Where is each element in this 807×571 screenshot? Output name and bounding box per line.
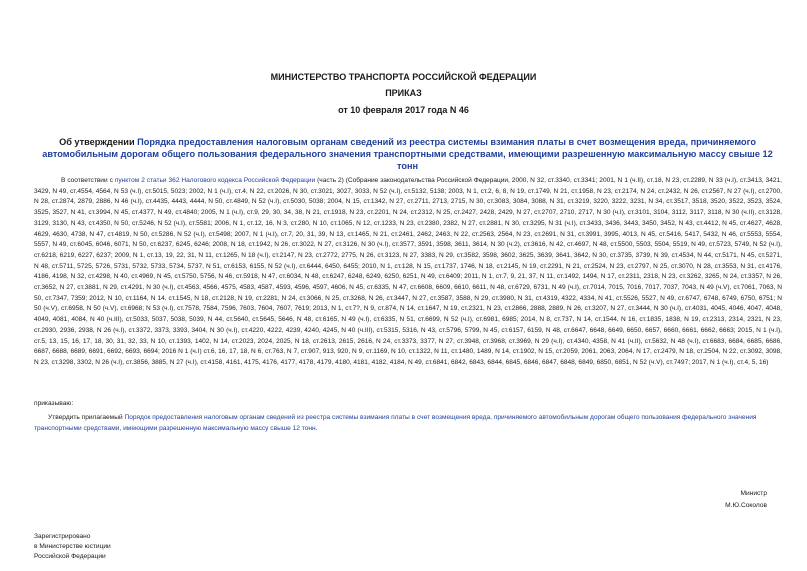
signatory-title: Министр (740, 490, 767, 497)
preamble-citations: (часть 2) (Собрание законодательства Российской Федерации, 2000, N 32, ст.3340, ст.3341; 2001, N 1 (ч.II), ст.18, N 23, ст.2289, N 33 (ч.I), ст.3413, 3421, 3429, N 49, ст.4554, 4564, N 53 (ч.I), ст.5015, 5023; 2002, N 1 (ч.I), ст.4, N 22, ст.2026, N 30, ст.3021, 3027, 3033, N 52 (ч.I), ст.5132, 5138; 2003, N 1, ст.2, 6, 8, N 19, ст.1749, N 21, ст.1958, N 23, ст.2174, N 24, ст.2432, N 26, ст.2567, N 27 (ч.I), ст.2700, N 28, ст.2874, 2879, 2886, N 46 (ч.I), ст.4435, 4443, 4444, N 50, ст.4849, N 52 (ч.I), ст.5030, 5038; 2004, N 15, ст.1342, N 27, ст.2711, 2713, 2715, N 30, ст.3083, 3084, 3088, N 31, ст.3219, 3220, 3222, 3231, N 34, ст.3517, 3518, 3520, 3522, 3523, 3524, 3525, 3527, N 41, ст.3994, N 45, ст.4377, N 49, ст.4840; 2005, N 1 (ч.I), ст.9, 29, 30, 34, 38, N 21, ст.1918, N 23, ст.2201, N 24, ст.2312, N 25, ст.2427, 2428, 2429, N 27, ст.2707, 2710, 2717, N 30 (ч.I), ст.3101, 3104, 3112, 3117, 3118, N 30 (ч.II), ст.3128, 3129, 3130, N 43, ст.4350, N 50, ст.5246, N 52 (ч.I), ст.5581; 2006, N 1, ст.12, 16, N 3, ст.280, N 10, ст.1065, N 12, ст.1233, N 23, ст.2380, 2382, N 27, ст.2881, N 30, ст.3295, N 31 (ч.I), ст.3433, 3436, 3443, 3450, 3452, N 43, ст.4412, N 45, ст.4627, 4628, 4629, 4630, 4738, N 47, ст.4819, N 50, ст.5286, N 52 (ч.I), ст.5498; 2007, N 1 (ч.I), ст.7, 20, 31, 39, N 13, ст.1465, N 21, ст.2461, 2462, 2463, N 22, ст.2563, 2564, N 23, ст.2691, N 31, ст.3991, 3995, 4013, N 45, ст.5416, 5417, 5432, N 46, ст.5553, 5554, 5557, N 49, ст.6045, 6046, 6071, N 50, ст.6237, 6245, 6246; 2008, N 18, ст.1942, N 26, ст.3022, N 27, ст.3126, N 30 (ч.I), ст.3577, 3591, 3598, 3611, 3614, N 30 (ч.2), ст.3616, N 42, ст.4697, N 48, ст.5500, 5503, 5504, 5519, N 49, ст.5723, 5749, N 52 (ч.I), ст.6218, 6219, 6227, 6237; 2009, N 1, ст.13, 19, 22, 31, N 11, ст.1265, N 18 (ч.I), ст.2147, N 23, ст.2772, 2775, N 26, ст.3123, N 27, 3383, N 29, ст.3582, 3598, 3602, 3625, 3639, 3641, 3642, N 30, ст.3735, 3739, N 39, ст.4534, N 44, ст.5171, N 45, ст.5271, N 48, ст.5711, 5725, 5726, 5731, 5732, 5733, 5734, 5737, N 51, ст.6153, 6155, N 52 (ч.I), ст.6444, 6450, 6455; 2010, N 1, ст.128, N 15, ст.1737, 1746, N 18, ст.2145, N 19, ст.2291, N 21, ст.2524, N 23, ст.2797, N 25, ст.3070, N 28, ст.3553, N 31, ст.4176, 4186, 4198, N 32, ст.4298, N 40, ст.4969, N 45, ст.5750, 5756, N 46, ст.5918, N 47, ст.6034, N 48, ст.6247, 6248, 6249, 6250, 6251, N 49, ст.6409; 2011, N 1, ст.7, 9, 21, 37, N 11, ст.1492, 1494, N 17, ст.2311, 2318, N 23, ст.3262, 3265, N 24, ст.3357, N 26, ст.3652, N 27, ст.3881, N 29, ст.4291, N 30 (ч.I), ст.4563, 4566, 4575, 4583, 4587, 4593, 4596, 4597, 4606, N 45, ст.6335, N 47, ст.6608, 6609, 6610, 6611, N 48, ст.6729, 6731, N 49 (ч.I), ст.7014, 7015, 7016, 7017, 7037, 7043, N 49 (ч.V), ст.7061, 7063, N 50, ст.7347, 7359; 2012, N 10, ст.1164, N 14, ст.1545, N 18, ст.2128, N 19, ст.2281, N 24, ст.3066, N 25, ст.3268, N 26, ст.3447, N 27, ст.3587, 3588, N 29, ст.3980, N 31, ст.4319, 4322, 4334, N 41, ст.5526, 5527, N 49, ст.6747, 6748, 6749, 6750, 6751; N 50 (ч.V), ст.6958, N 50 (ч.V), ст.6968; N 53 (ч.I), ст.7578, 7584, 7596, 7603, 7604, 7607, 7619; 2013, N 1, ст.7?, N 9, ст.874, N 14, ст.1647, N 19, ст.2321, N 23, ст.2866, 2888, 2889, N 26, ст.3207, N 27, ст.3444, N 30 (ч.I), ст.4031, 4045, 4046, 4047, 4048, 4049, 4081, 4084, N 40 (ч.III), ст.5033, 5037, 5038, 5039, N 44, ст.5640, ст.5645, 5646, N 48, ст.6165, N 49 (ч.I), ст.6335, N 51, ст.6699, N 52 (ч.I), ст.6981, 6985; 2014, N 8, ст.737, N 14, ст.1544, N 16, ст.1835, 1838, N 19, ст.2313, 2314, 2321, N 23, ст.2930, 2936, 2938, N 26 (ч.I), ст.3372, 3373, 3393, 3404, N 30 (ч.I), ст.4220, 4222, 4239, 4240, 4245, N 40 (ч.III), ст.5315, 5316, N 43, ст.5796, 5799, N 45, ст.6157, 6159, N 48, ст.6647, 6648, 6649, 6650, 6657, 6660, 6661, 6662, 6663; 2015, N 1 (ч.I), ст.5, 13, 15, 16, 17, 18, 30, 31, 32, 33, N 10, ст.1393, 1402, N 14, ст.2023, 2024, 2025, N 18, ст.2613, 2615, 2616, N 24, ст.3373, 3377, N 27, ст.3948, ст.3968, ст.3969, N 29 (ч.I), ст.4340, 4358, N 41 (ч.II), ст.5632, N 48 (ч.I), ст.6683, 6684, 6685, 6686, 6687, 6688, 6689, 6691, 6692, 6693, 6694; 2016 N 1 (ч.I) ст.6, 16, 17, 18, N 6, ст.763, N 7, ст.907, 913, 920, N 9, ст.1169, N 10, ст.1322, N 11, ст.1480, 1489, N 14, ст.1902, N 15, ст.2059, 2061, 2063, 2064, N 17, ст.2479, N 18, ст.2504, N 22, ст.3092, 3098, N 23, ст.3298, 3302, N 26 (ч.I), ст.3856, 3885, N 27 (ч.I), ст.4158, 4161, 4175, 4176, 4177, 4178, 4179, 4180, 4181, 4182, 4184, N 49, ст.6841, 6842, 6843, 6844, 6845, 6846, 6847, 6848, 6849, 6850, 6851, N 52 (ч.V), ст.7497; 2017, N 1 (ч.I), ст.4, 5, 16) (34, 177, 783, 366)
registration-line-1: Зарегистрировано (34, 533, 91, 540)
approval-paragraph (34, 412, 782, 434)
procedure-link[interactable]: Порядок предоставления налоговым органам сведений из реестра системы взимания платы в счет возмещения вреда, причиняемого автомобильным дорогам общего пользования федерального значения транспортными средствами, имеющими разрешенную максимальную массу свыше 12 тонн (34, 414, 757, 432)
document-title (40, 136, 775, 172)
registration-line-3: Российской Федерации (34, 553, 106, 560)
preamble-lead: В соответствии с (61, 177, 115, 184)
title-prefix: Об утверждении (59, 137, 138, 147)
approval-end: . (315, 425, 318, 432)
approval-lead: Утвердить прилагаемый (48, 414, 125, 421)
registration-note (34, 532, 111, 562)
ministry-heading: МИНИСТЕРСТВО ТРАНСПОРТА РОССИЙСКОЙ ФЕДЕРАЦИИ (270, 72, 537, 82)
tax-code-link[interactable]: пунктом 2 статьи 362 Налогового кодекса Российской Федерации (114, 177, 316, 184)
registration-line-2: в Министерстве юстиции (34, 543, 111, 550)
date-heading: от 10 февраля 2017 года N 46 (338, 105, 469, 115)
order-word: приказываю: (34, 400, 74, 407)
signatory-name: М.Ю.Соколов (725, 502, 767, 509)
doc-type-heading: ПРИКАЗ (385, 88, 422, 98)
title-link[interactable]: Порядка предоставления налоговым органам сведений из реестра системы взимания платы в счет возмещения вреда, причиняемого автомобильным дорогам общего пользования федерального значения транспортными средствами, имеющими разрешенную максимальную массу свыше 12 тонн (42, 137, 773, 171)
preamble-paragraph (34, 176, 782, 369)
